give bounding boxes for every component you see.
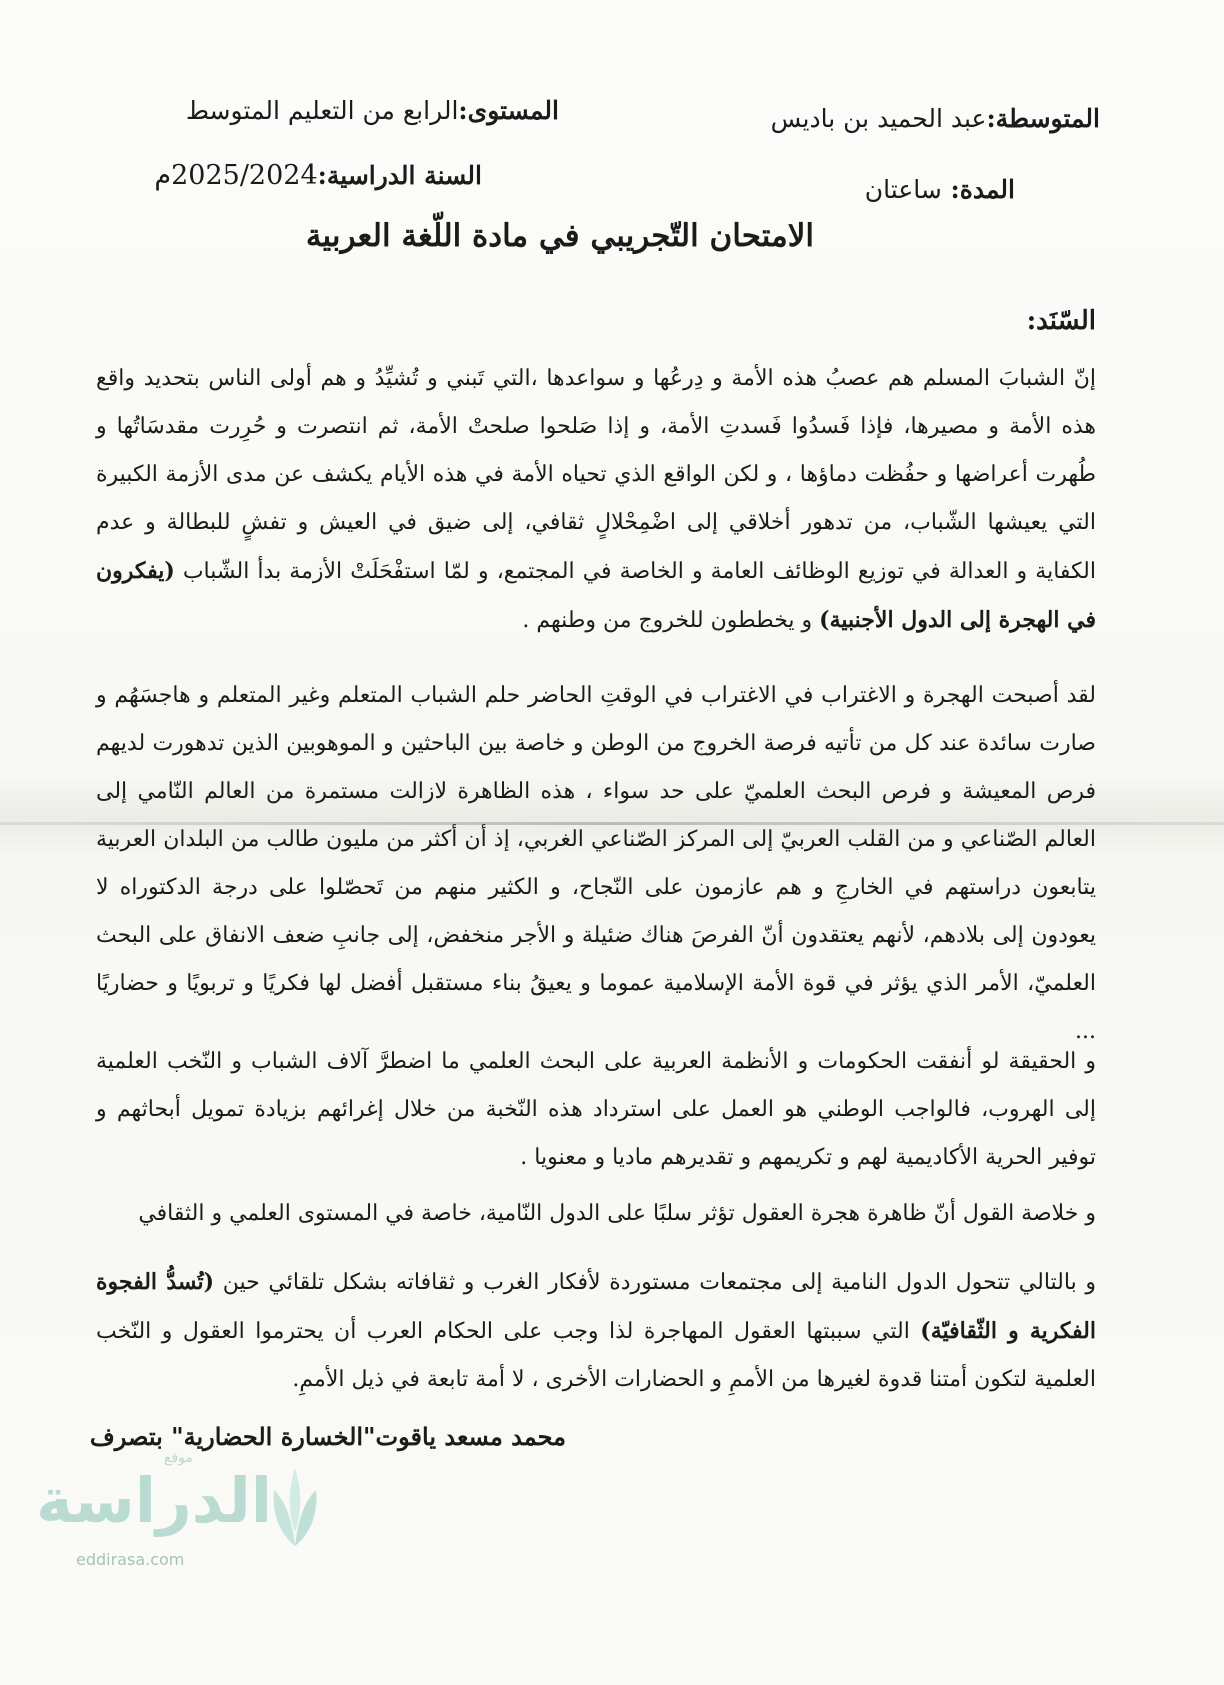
- paragraph-3: و الحقيقة لو أنفقت الحكومات و الأنظمة العربية على البحث العلمي ما اضطرَّ آلاف الشباب و النّخب العلمية إلى الهروب، فالواجب الوطني هو العمل على استرداد هذه النّخبة من خلال إغرائهم بزيادة تمويل أبحاثهم و توفير الحرية الأكاديمية لهم و تكريمهم و تقديرهم ماديا و معنويا .: [96, 1049, 1096, 1170]
- duration-value: ساعتان: [864, 175, 942, 204]
- school-value: عبد الحميد بن باديس: [770, 104, 987, 133]
- level-label: المستوى:: [458, 96, 559, 125]
- watermark-logo-text: الدراسة: [36, 1464, 272, 1537]
- paragraph-5-text-a: و بالتالي تتحول الدول النامية إلى مجتمعات مستوردة لأفكار الغرب و ثقافاته بشكل تلقائي حين: [214, 1270, 1096, 1295]
- watermark-small-text: موقع: [164, 1450, 193, 1466]
- paragraph-5: [96, 1258, 1096, 1404]
- level-line: [186, 96, 559, 125]
- paragraph-1-text-b: و يخططون للخروج من وطنهم .: [522, 608, 820, 633]
- paragraph-4: و خلاصة القول أنّ ظاهرة هجرة العقول تؤثر سلبًا على الدول النّامية، خاصة في المستوى العلمي و الثقافي: [138, 1201, 1096, 1226]
- author-citation: محمد مسعد ياقوت"الخسارة الحضارية" بتصرف: [89, 1422, 566, 1451]
- watermark-url: eddirasa.com: [76, 1550, 185, 1569]
- paragraph-1: [96, 355, 1096, 645]
- duration-label: المدة:: [950, 175, 1015, 204]
- exam-title: الامتحان التّجريبي في مادة اللّغة العربية: [305, 218, 814, 254]
- level-value: الرابع من التعليم المتوسط: [185, 96, 459, 125]
- year-line: [154, 160, 482, 191]
- eddirasa-watermark-logo: [36, 1448, 332, 1578]
- paragraph-1-bold: (يفكرون في الهجرة إلى الدول الأجنبية): [96, 558, 1096, 633]
- paragraph-5-text-b: التي سببتها العقول المهاجرة لذا وجب على الحكام العرب أن يحترموا العقول و النّخب العلمية لتكون أمتنا قدوة لغيرها من الأممِ و الحضارات الأخرى ، لا أمة تابعة في ذيل الأممِ.: [96, 1319, 1096, 1392]
- duration-line: [865, 175, 1015, 204]
- school-line: [771, 104, 1100, 133]
- year-label: السنة الدراسية:: [317, 161, 482, 190]
- school-label: المتوسطة:: [986, 104, 1100, 133]
- source-label: السّنَد:: [1026, 306, 1096, 336]
- paragraph-5-bold: (تُسدُّ الفجوة الفكرية و الثّقافيّة): [96, 1269, 1096, 1344]
- year-value: 2025/2024م: [154, 160, 318, 191]
- paragraph-2: لقد أصبحت الهجرة و الاغتراب في الاغتراب في الوقتِ الحاضر حلم الشباب المتعلم وغير المتعلم و هاجسَهُم و صارت سائدة عند كل من تأتيه فرصة الخروج من الوطن و خاصة بين الباحثين و الموهوبين الذين تدهورت لديهم فرص المعيشة و فرص البحث العلميّ على حد سواء ، هذه الظاهرة لازالت مستمرة من العالم النّامي إلى العالم الصّناعي و من القلب العربيّ إلى المركز الصّناعي الغربي، إذ أن أكثر من مليون طالب من البلدان العربية يتابعون دراستهم في الخارجِ و هم عازمون على النّجاح، و الكثير منهم من تَحصّلوا على درجة الدكتوراه لا يعودون إلى بلادهم، لأنهم يعتقدون أنّ الفرصَ هناك ضئيلة و الأجر منخفض، إلى جانبِ ضعف الانفاق على البحث العلميّ، الأمر الذي يؤثر في قوة الأمة الإسلامية عموما و يعيقُ بناء مستقبل أفضل لها فكريًا و تربويًا و حضاريًا ...: [96, 683, 1096, 1044]
- paragraph-1-text-a: إنّ الشبابَ المسلم هم عصبُ هذه الأمة و دِرعُها و سواعدها ،التي تَبني و تُشيِّدُ و هم أولى الناس بتحديد واقع هذه الأمة و مصيرها، فإذا فَسدُوا فَسدتِ الأمة، و إذا صَلحوا صلحتْ الأمة، ثم انتصرت و حُرِرت مقدسَاتُها و طُهرت أعراضها و حفُظت دماؤها ، و لكن الواقع الذي تحياه الأمة في هذه الأيام يكشف عن مدى الأزمة الكبيرة التي يعيشها الشّباب، من تدهور أخلاقي إلى اضْمِحْلالٍ ثقافي، إلى ضيق في العيش و تفشٍ للبطالة و عدم الكفاية و العدالة في توزيع الوظائف العامة و الخاصة في المجتمع، و لمّا استفْحَلَتْ الأزمة بدأ الشّباب: [96, 366, 1096, 584]
- book-leaf-icon: [268, 1462, 322, 1548]
